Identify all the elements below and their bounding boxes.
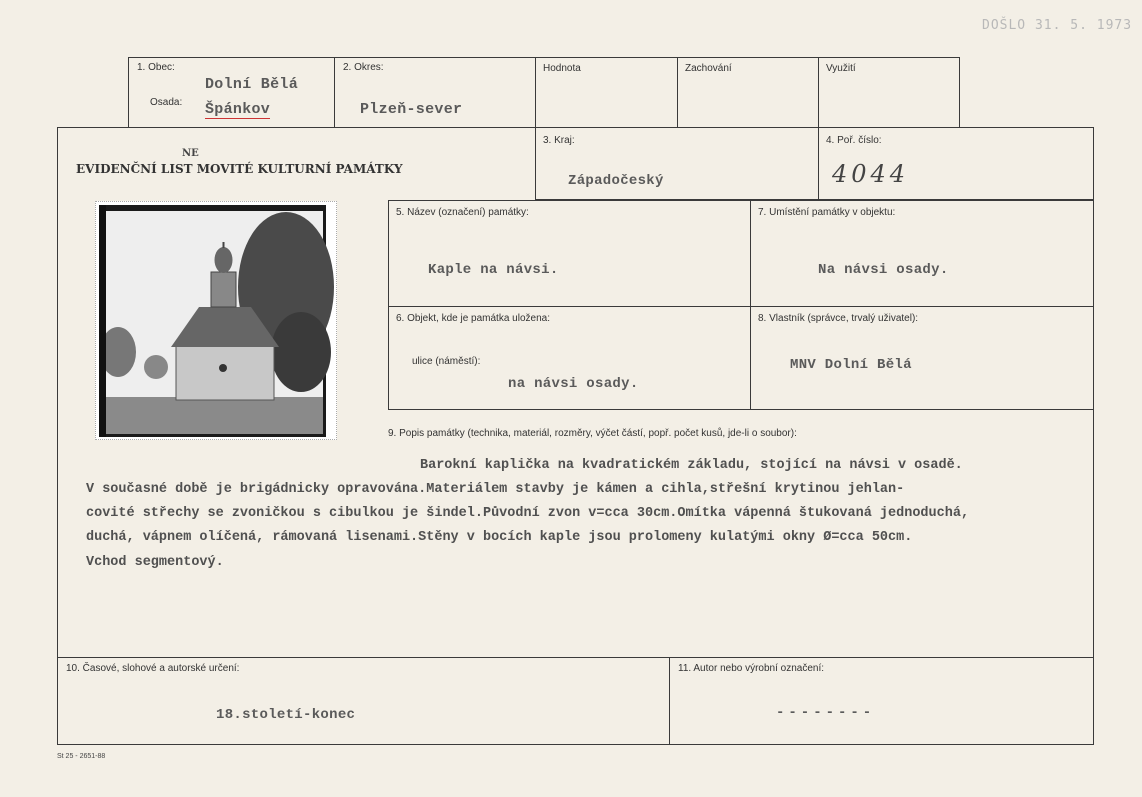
- zachovani-label: Zachování: [685, 63, 732, 74]
- nazev-value: Kaple na návsi.: [428, 262, 559, 278]
- popis-line-2: V současné době je brigádnicky opravována.Materiálem stavby je kámen a cihla,střešní krytinou jehlan-: [86, 482, 905, 497]
- vyuziti-label: Využití: [826, 63, 856, 74]
- popis-line-3: covité střechy se zvoničkou s cibulkou je šindel.Původní zvon v=cca 30cm.Omítka vápenná štukovaná jednoduchá,: [86, 506, 970, 521]
- kraj-label: 3. Kraj:: [543, 135, 575, 146]
- footer-code: St 25 - 2651-88: [57, 753, 106, 760]
- casove-label: 10. Časové, slohové a autorské určení:: [66, 663, 240, 674]
- photo-frame: [95, 201, 337, 440]
- popis-line-5: Vchod segmentový.: [86, 555, 224, 570]
- osada-value: Špánkov: [205, 101, 271, 118]
- umisteni-value: Na návsi osady.: [818, 262, 949, 278]
- umisteni-label: 7. Umístění památky v objektu:: [758, 207, 896, 218]
- autor-label: 11. Autor nebo výrobní označení:: [678, 663, 825, 674]
- popis-label: 9. Popis památky (technika, materiál, rozměry, výčet částí, popř. počet kusů, jde-li o soubor):: [388, 428, 797, 439]
- form-title-part1: EVIDENČNÍ LIST: [76, 162, 193, 176]
- osada-label: Osada:: [150, 97, 183, 108]
- ulice-label: ulice (náměstí):: [412, 356, 481, 367]
- received-stamp: DOŠLO 31. 5. 1973: [982, 18, 1133, 33]
- form-title: [76, 162, 403, 176]
- hodnota-label: Hodnota: [543, 63, 581, 74]
- kraj-value: Západočeský: [568, 173, 664, 189]
- casove-value: 18.století-konec: [216, 707, 356, 723]
- vlastnik-value: MNV Dolní Bělá: [790, 357, 912, 373]
- kraj-cell: [535, 127, 819, 200]
- vlastnik-label: 8. Vlastník (správce, trvalý uživatel):: [758, 313, 919, 324]
- form-title-ne: NE: [182, 148, 199, 159]
- autor-value: --------: [776, 705, 876, 721]
- okres-value: Plzeň-sever: [360, 101, 463, 118]
- objekt-value: na návsi osady.: [508, 376, 639, 392]
- obec-value: Dolní Bělá: [205, 76, 299, 93]
- chapel-photo: [96, 202, 336, 439]
- nazev-label: 5. Název (označení) památky:: [396, 207, 529, 218]
- popis-line-4: duchá, vápnem olíčená, rámovaná lisenami.Stěny v bocích kaple jsou prolomeny kulatými okny Ø=cca 50cm.: [86, 530, 913, 545]
- cislo-value: 4044: [832, 160, 910, 188]
- okres-label: 2. Okres:: [343, 62, 384, 73]
- form-title-part2: MOVITÉ KULTURNÍ PAMÁTKY: [196, 162, 403, 176]
- obec-label: 1. Obec:: [137, 62, 175, 73]
- popis-line-1: Barokní kaplička na kvadratickém základu, stojící na návsi v osadě.: [420, 458, 963, 473]
- cislo-label: 4. Poř. číslo:: [826, 135, 882, 146]
- objekt-label: 6. Objekt, kde je památka uložena:: [396, 313, 550, 324]
